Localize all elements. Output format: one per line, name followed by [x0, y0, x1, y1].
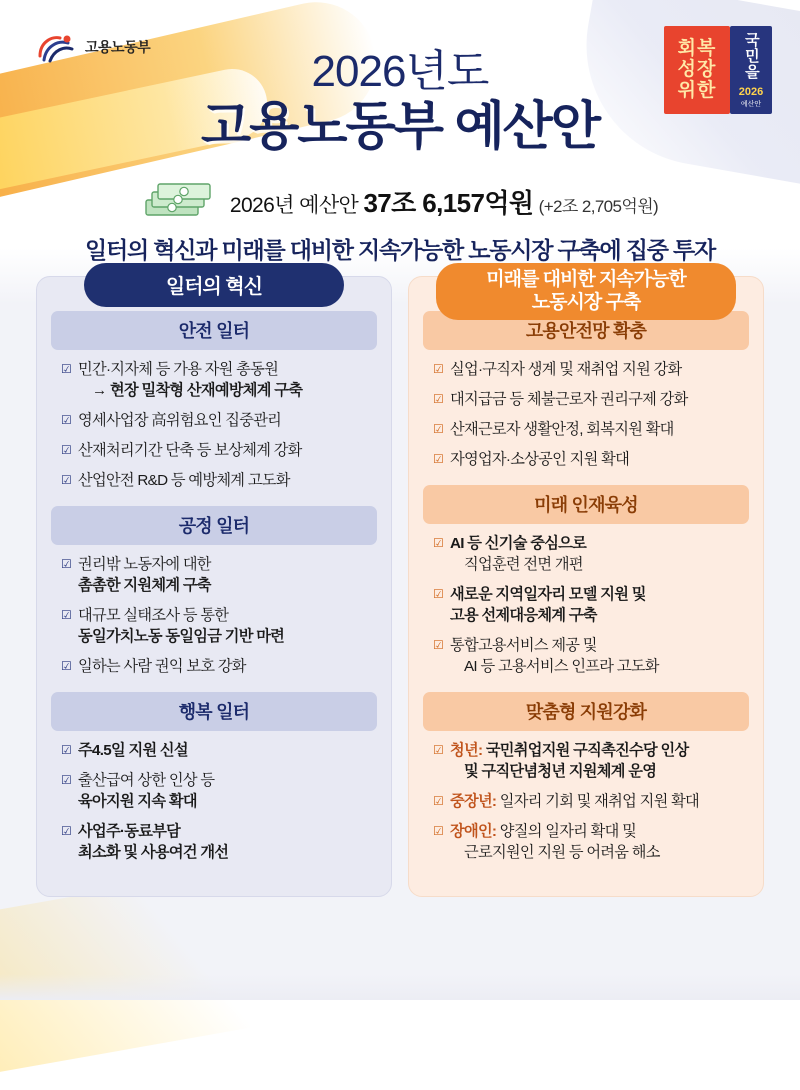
list-item	[61, 441, 371, 462]
check-bullet-icon: ☑	[433, 391, 444, 406]
list-item-line: 산재근로자 생활안정, 회복지원 확대	[450, 420, 674, 438]
section-title: 고용안전망 확충	[423, 311, 749, 350]
section-title: 안전 일터	[51, 311, 377, 350]
list-item	[433, 534, 743, 576]
list-item-line: 주4.5일 지원 신설	[78, 741, 188, 759]
list-item-line: 산업안전 R&D 등 예방체계 고도화	[78, 471, 290, 489]
section-item-list	[51, 555, 377, 678]
section-title: 행복 일터	[51, 692, 377, 731]
list-item-line: 대규모 실태조사 등 통한	[78, 606, 229, 624]
stamp-right-block	[730, 26, 772, 114]
list-item-line: 육아지원 지속 확대	[78, 792, 197, 810]
list-item-line: 동일가치노동 동일임금 기반 마련	[78, 627, 285, 645]
check-bullet-icon: ☑	[61, 412, 72, 427]
stamp-line-1: 회복	[677, 38, 717, 60]
check-bullet-icon: ☑	[433, 823, 444, 838]
list-item	[433, 741, 743, 783]
check-bullet-icon: ☑	[61, 607, 72, 622]
money-bundle-icon	[142, 178, 220, 224]
list-item	[61, 411, 371, 432]
check-bullet-icon: ☑	[61, 658, 72, 673]
list-item-line: 직업훈련 전면 개편	[464, 555, 583, 573]
list-item-line: 자영업자·소상공인 지원 확대	[450, 450, 630, 468]
list-item-line: 국민취업지원 구직촉진수당 인상	[485, 741, 689, 759]
list-item	[433, 792, 743, 813]
list-item	[433, 360, 743, 381]
section-title: 맞춤형 지원강화	[423, 692, 749, 731]
ministry-name: 고용노동부	[85, 39, 151, 55]
list-item-line: 사업주·동료부담	[78, 822, 181, 840]
list-item	[61, 771, 371, 813]
list-item-line: 및 구직단념청년 지원체계 운영	[464, 762, 657, 780]
budget-amount: 37조 6,157억원	[363, 187, 534, 218]
list-item	[61, 657, 371, 678]
check-bullet-icon: ☑	[61, 742, 72, 757]
list-item	[433, 420, 743, 441]
list-item	[433, 450, 743, 471]
check-bullet-icon: ☑	[433, 793, 444, 808]
list-item-line: 촘촘한 지원체계 구축	[78, 576, 211, 594]
budget-text	[230, 183, 658, 220]
list-item-line: AI 등 고용서비스 인프라 고도화	[464, 657, 659, 675]
stamp-vertical-text: 국민을	[742, 32, 760, 80]
list-item-line: 산재처리기간 단축 등 보상체계 강화	[78, 441, 302, 459]
list-item-line: 실업·구직자 생계 및 재취업 지원 강화	[450, 361, 682, 378]
section	[51, 506, 377, 678]
list-item-line: 근로지원인 지원 등 어려움 해소	[464, 843, 660, 861]
section-item-list	[423, 360, 749, 471]
list-item-line: 일자리 기회 및 재취업 지원 확대	[499, 792, 700, 810]
column-left	[36, 276, 392, 897]
check-bullet-icon: ☑	[433, 451, 444, 466]
check-bullet-icon: ☑	[61, 823, 72, 838]
check-bullet-icon: ☑	[433, 637, 444, 652]
list-item-label: 청년:	[450, 741, 486, 759]
section	[423, 311, 749, 471]
check-bullet-icon: ☑	[61, 556, 72, 571]
campaign-stamp	[664, 26, 772, 114]
section-title: 미래 인재육성	[423, 485, 749, 524]
list-item	[433, 390, 743, 411]
list-item-line: 일하는 사람 권익 보호 강화	[78, 657, 246, 675]
list-item	[433, 636, 743, 678]
check-bullet-icon: ☑	[433, 421, 444, 436]
section	[51, 311, 377, 492]
stamp-year: 2026	[738, 86, 764, 98]
check-bullet-icon: ☑	[61, 772, 72, 787]
list-item-line: 권리밖 노동자에 대한	[78, 555, 211, 573]
stamp-line-3: 위한	[677, 79, 717, 101]
budget-prefix: 2026년 예산안	[229, 193, 359, 217]
stamp-subtitle: 예산안	[740, 101, 762, 108]
footer-fade	[0, 974, 800, 1000]
check-bullet-icon: ☑	[433, 362, 444, 376]
section-item-list	[423, 741, 749, 864]
section	[423, 485, 749, 678]
column-left-sections	[51, 311, 377, 864]
check-bullet-icon: ☑	[433, 742, 444, 757]
section	[423, 692, 749, 864]
list-item-label: 중장년:	[450, 792, 500, 810]
list-item	[61, 741, 371, 762]
list-item-line: → 현장 밀착형 산재예방체계 구축	[92, 381, 303, 399]
list-item-line: 영세사업장 高위험요인 집중관리	[78, 411, 282, 429]
section-item-list	[51, 360, 377, 492]
list-item-line: 양질의 일자리 확대 및	[499, 822, 637, 840]
slogan: 일터의 혁신과 미래를 대비한 지속가능한 노동시장 구축에 집중 투자	[84, 237, 716, 263]
check-bullet-icon: ☑	[61, 362, 72, 376]
stamp-line-2: 성장	[677, 59, 717, 81]
list-item	[61, 606, 371, 648]
government-emblem-icon	[34, 30, 76, 64]
list-item	[433, 822, 743, 864]
list-item	[61, 822, 371, 864]
list-item-line: 민간·지자체 등 가용 자원 총동원	[78, 361, 279, 378]
list-item	[61, 555, 371, 597]
ministry-logo	[34, 30, 150, 64]
list-item	[61, 471, 371, 492]
list-item	[433, 585, 743, 627]
list-item-line: 통합고용서비스 제공 및	[450, 636, 597, 654]
list-item-label: 장애인:	[450, 822, 500, 840]
column-left-header: 일터의 혁신	[84, 263, 344, 307]
budget-delta: (+2조 2,705억원)	[538, 196, 659, 216]
stamp-left-block	[664, 26, 730, 114]
page-title: 고용노동부 예산안	[200, 98, 600, 157]
list-item-line: 고용 선제대응체계 구축	[450, 606, 597, 624]
section-item-list	[51, 741, 377, 864]
list-item-line: 최소화 및 사용여건 개선	[78, 843, 229, 861]
column-right-header: 미래를 대비한 지속가능한 노동시장 구축	[436, 263, 736, 320]
check-bullet-icon: ☑	[433, 586, 444, 601]
check-bullet-icon: ☑	[433, 535, 444, 550]
column-right-sections	[423, 311, 749, 864]
section	[51, 692, 377, 864]
list-item-line: 새로운 지역일자리 모델 지원 및	[450, 585, 646, 603]
list-item-line: 대지급금 등 체불근로자 권리구제 강화	[450, 390, 688, 408]
budget-summary	[0, 178, 800, 224]
section-item-list	[423, 534, 749, 678]
check-bullet-icon: ☑	[61, 442, 72, 457]
list-item	[61, 360, 371, 402]
check-bullet-icon: ☑	[61, 472, 72, 487]
column-right	[408, 269, 764, 897]
list-item-line: AI 등 신기술 중심으로	[450, 534, 587, 552]
list-item-line: 출산급여 상한 인상 등	[78, 771, 215, 789]
section-title: 공정 일터	[51, 506, 377, 545]
title-year: 2026년도	[311, 47, 489, 96]
content-columns	[36, 269, 764, 897]
